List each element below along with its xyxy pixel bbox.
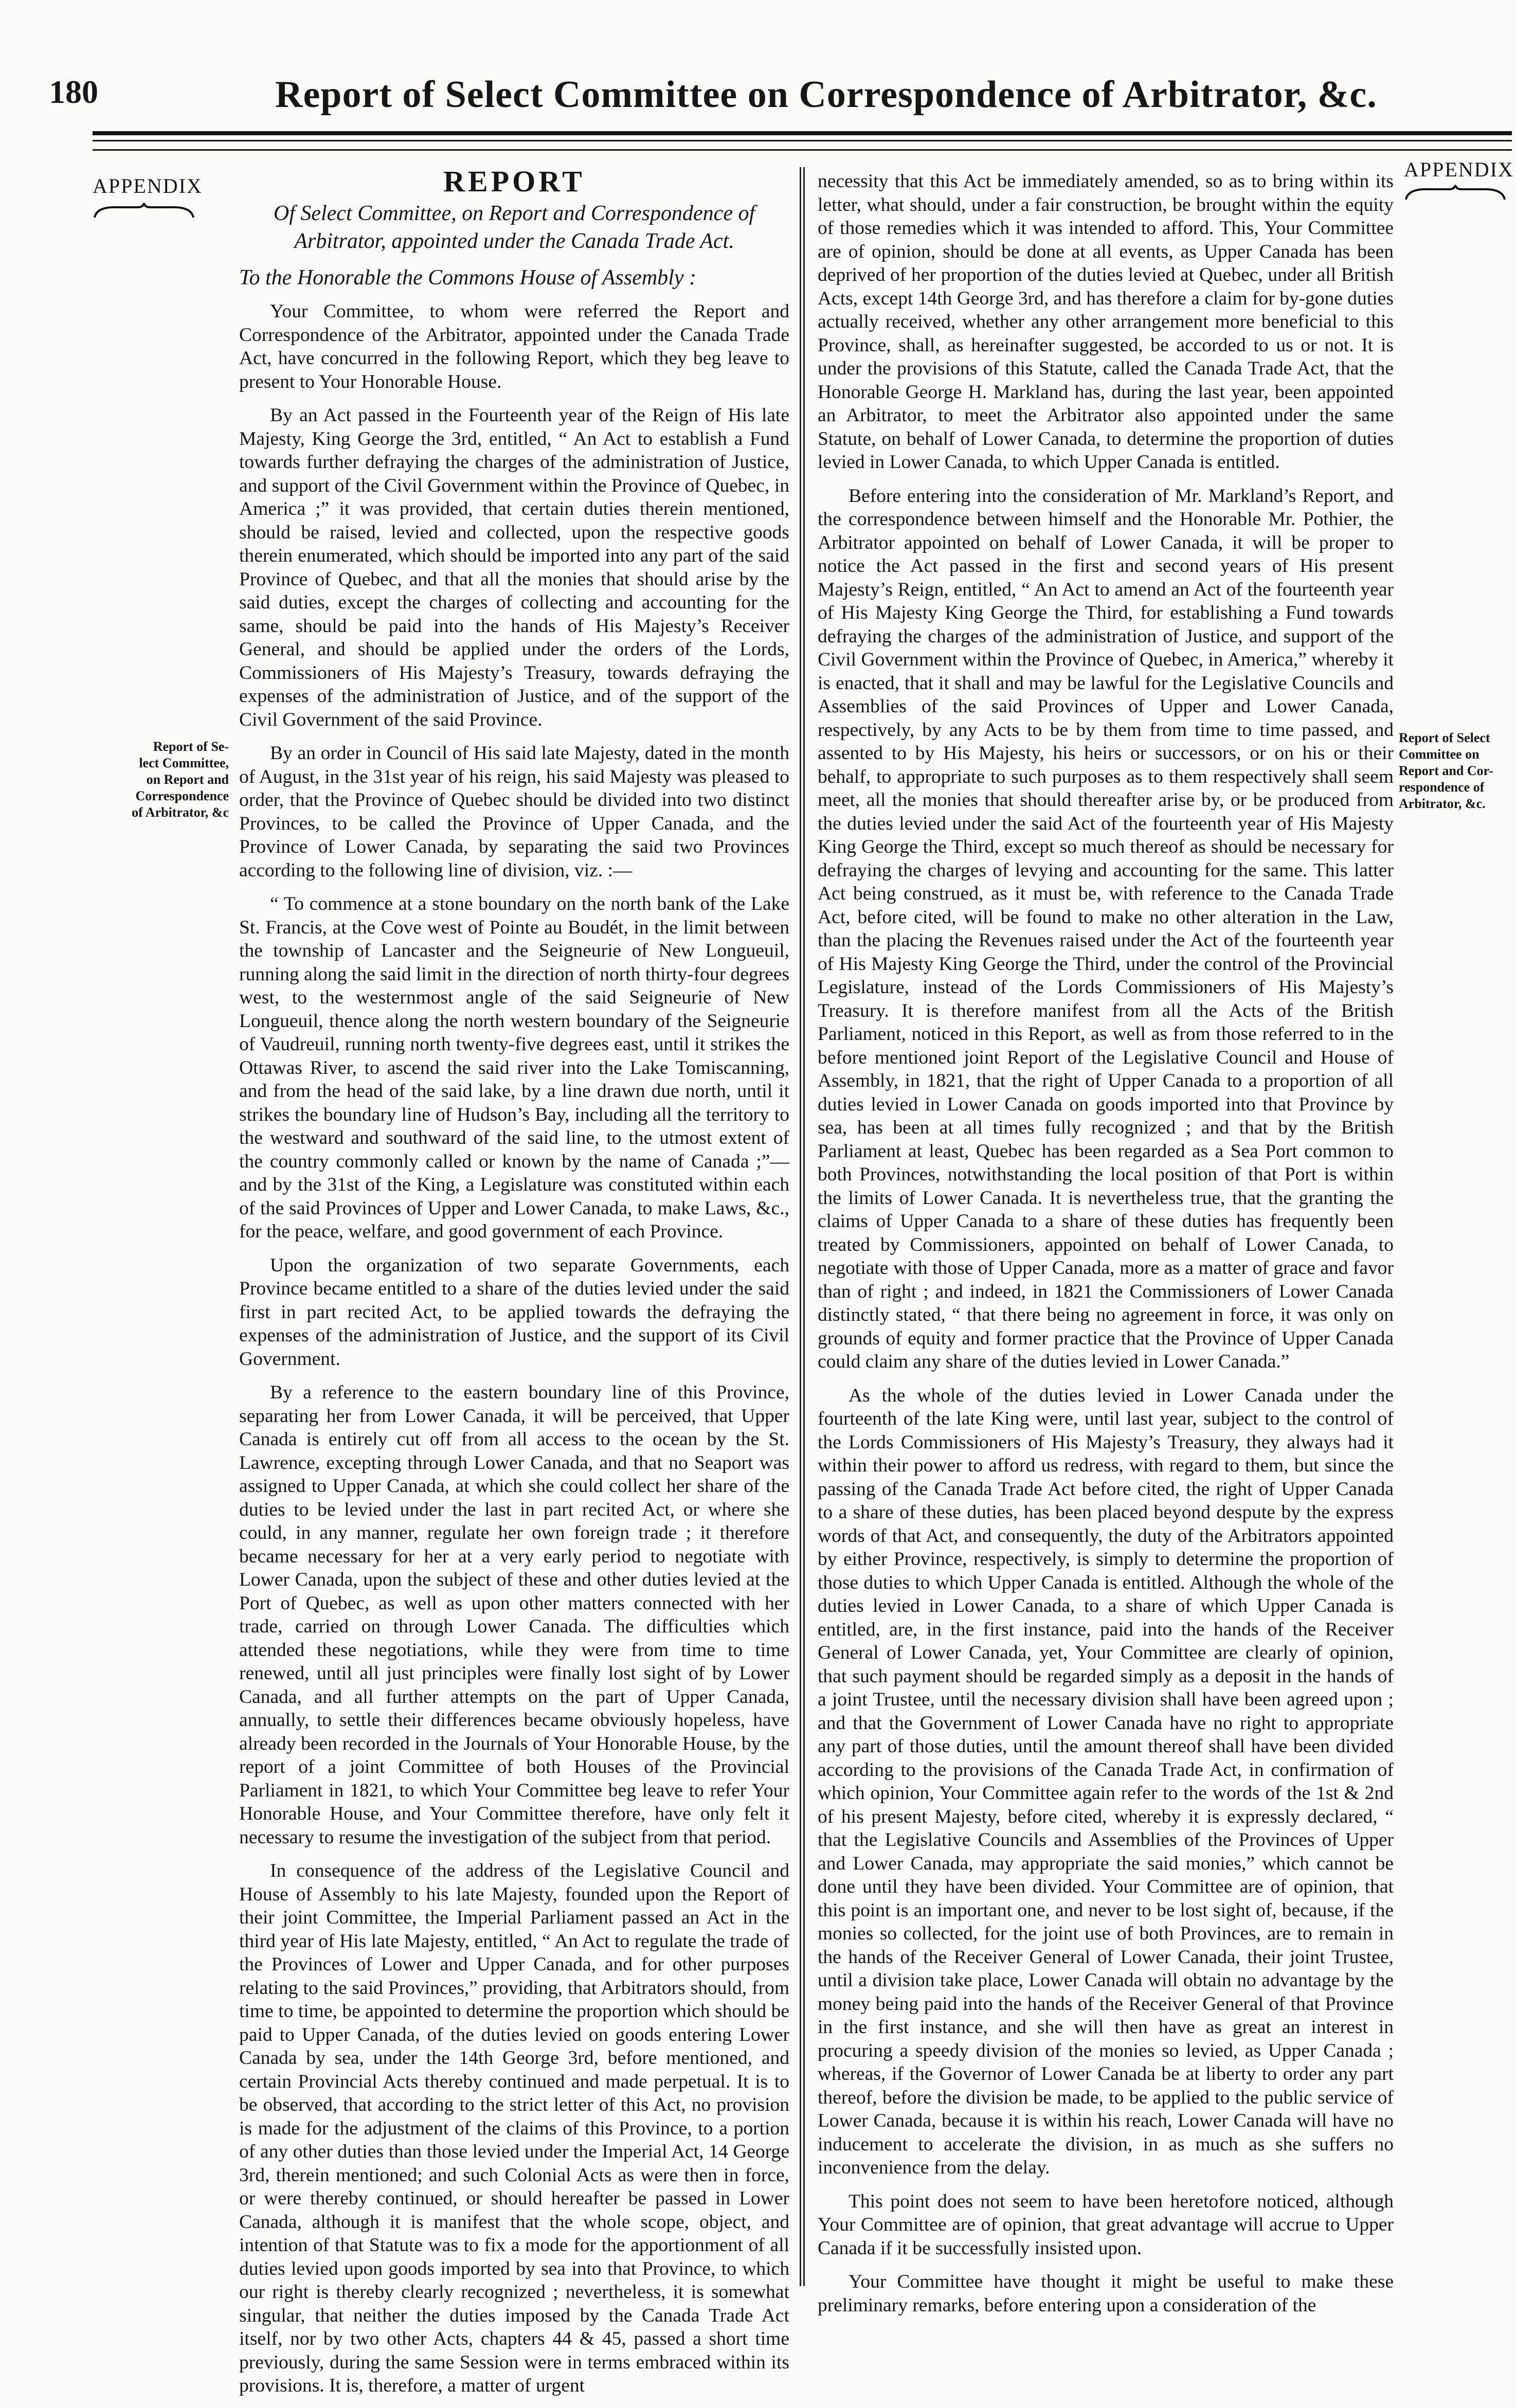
header-rule-thin-lower	[93, 149, 1512, 151]
right-column	[818, 170, 1394, 2327]
paragraph: This point does not seem to have been heretofore noticed, although Your Committee are of opinion, that great advantage will accrue to Upper Canada if it be successfully insisted upon.	[818, 2190, 1394, 2259]
appendix-head-right: APPENDIX	[1404, 158, 1514, 181]
header-rule-thin	[93, 140, 1512, 141]
running-title: Report of Select Committee on Correspondence of Arbitrator, &c.	[275, 74, 1377, 116]
report-addressee: To the Honorable the Commons House of Assembly :	[239, 265, 696, 290]
paragraph: Upon the organization of two separate Governments, each Province became entitled to a share of the duties levied under the said first in part recited Act, to be applied towards the defraying the expenses of the administration of Justice, and the support of its Civil Government.	[239, 1254, 789, 1370]
sidenote-line: Report of Select	[1399, 730, 1490, 745]
sidenote-line: Committee on	[1399, 747, 1479, 762]
paragraph: By a reference to the eastern boundary line of this Province, separating her from Lower Canada, it will be perceived, that Upper Canada is entirely cut off from all access to the ocean by the St. Lawrence, excepting through Lower Canada, and that no Seaport was assigned to Upper Canada, at which she could collect her share of the duties to be levied under the last in part recited Act, or where she could, in any manner, regulate her own foreign trade ; it therefore became necessary for her at a very early period to negotiate with Lower Canada, upon the subject of these and other duties levied at the Port of Quebec, as well as upon other matters connected with her trade, carried on through Lower Canada. The difficulties which attended these negotiations, while they were from time to time renewed, until all just principles were finally lost sight of by Lower Canada, and all further attempts on the part of Upper Canada, annually, to settle their differences became obviously hopeless, have already been recorded in the Journals of Your Honorable House, by the report of a joint Committee of both Houses of the Provincial Parliament in 1821, to which Your Committee beg leave to refer Your Honorable House, and Your Committee therefore, have only felt it necessary to resume the investigation of the subject from that period.	[239, 1382, 789, 1848]
left-column	[239, 165, 789, 2408]
paragraph: By an order in Council of His said late Majesty, dated in the month of August, in the 31st year of his reign, his said Majesty was pleased to order, that the Province of Quebec should be divided into two distinct Provinces, to be called the Province of Upper Canada, and the Province of Lower Canada, by separating the said two Provinces according to the following line of division, viz. :—	[239, 743, 789, 881]
appendix-head-left: APPENDIX	[93, 174, 203, 197]
column-separator-right	[803, 167, 805, 2286]
header-rule-thick	[93, 131, 1512, 135]
brace-left-icon	[93, 202, 195, 220]
paragraph: Your Committee have thought it might be useful to make these preliminary remarks, before entering upon a consideration of the	[818, 2271, 1394, 2316]
sidenote-line: Correspondence	[135, 788, 229, 803]
paragraph: By an Act passed in the Fourteenth year of the Reign of His late Majesty, King George the 3rd, entitled, “ An Act to establish a Fund towards further defraying the charges of the administration of Justice, and support of the Civil Government within the Province of Quebec, in America ;” it was provided, that certain duties therein mentioned, should be raised, levied and collected, upon the respective goods therein enumerated, which should be imported into any part of the said Province of Quebec, and that all the monies that should arise by the said duties, except the charges of collecting and accounting for the same, should be paid into the hands of His Majesty’s Receiver General, and should be applied under the orders of the Lords, Commissioners of His Majesty’s Treasury, towards defraying the expenses of the administration of Justice, and of the support of the Civil Government of the said Province.	[239, 405, 789, 730]
sidenote-line: Arbitrator, &c.	[1399, 796, 1486, 811]
paragraph: “ To commence at a stone boundary on the north bank of the Lake St. Francis, at the Cove west of Pointe au Boudét, in the limit between the township of Lancaster and the Seigneurie of New Longueuil, running along the said limit in the direction of north thirty-four degrees west, to the westernmost angle of the said Seigneurie of New Longueuil, thence along the north western boundary of the Seigneurie of Vaudreuil, running north twenty-five degrees east, until it strikes the Ottawas River, to ascend the said river into the Lake Tomiscanning, and from the head of the said lake, by a line drawn due north, until it strikes the boundary line of Hudson’s Bay, including all the territory to the westward and southward of the said line, to the utmost extent of the country commonly called or known by the name of Canada ;”—and by the 31st of the King, a Legislature was constituted within each of the said Provinces of Upper and Lower Canada, to make Laws, &c., for the peace, welfare, and good government of each Province.	[239, 893, 789, 1242]
report-subtitle: Of Select Committee, on Report and Correspondence of Arbitrator, appointed under the Canada Trade Act.	[273, 201, 755, 253]
sidenote-line: on Report and	[146, 772, 229, 787]
report-title: REPORT	[443, 165, 585, 198]
column-separator-left	[800, 167, 801, 2286]
sidenote-line: lect Committee,	[139, 756, 229, 770]
sidenote-line: of Arbitrator, &c	[132, 805, 229, 820]
page-number: 180	[49, 74, 98, 110]
paragraph: necessity that this Act be immediately amended, so as to bring within its letter, what should, under a fair construction, be brought within the equity of those remedies which it was intended to afford. This, Your Committee are of opinion, should be done at all events, as Upper Canada has been deprived of her proportion of the duties levied at Quebec, under all British Acts, except 14th George 3rd, and has therefore a claim for by-gone duties actually received, whether any other arrangement more beneficial to this Province, shall, as hereinafter suggested, be accorded to us or not. It is under the provisions of this Statute, called the Canada Trade Act, that the Honorable George H. Markland has, during the last year, been appointed an Arbitrator, to meet the Arbitrator also appointed under the same Statute, on behalf of Lower Canada, to determine the proportion of duties levied in Lower Canada, to which Upper Canada is entitled.	[818, 171, 1394, 473]
sidenote-left	[93, 739, 229, 821]
sidenote-line: Report and Cor-	[1399, 763, 1493, 778]
sidenote-right	[1399, 730, 1513, 812]
paragraph: Your Committee, to whom were referred the Report and Correspondence of the Arbitrator, appointed under the Canada Trade Act, have concurred in the following Report, which they beg leave to present to Your Honorable House.	[239, 301, 789, 392]
sidenote-line: Report of Se-	[153, 739, 229, 754]
sidenote-line: respondence of	[1399, 780, 1485, 795]
paragraph: Before entering into the consideration of Mr. Markland’s Report, and the correspondence between himself and the Honorable Mr. Pothier, the Arbitrator appointed on behalf of Lower Canada, it will be proper to notice the Act passed in the first and second years of His present Majesty’s Reign, entitled, “ An Act to amend an Act of the fourteenth year of His Majesty King George the Third, for establishing a Fund towards defraying the charges of the administration of Justice, and support of the Civil Government within the Province of Quebec, in America,” whereby it is enacted, that it shall and may be lawful for the Legislative Councils and Assemblies of the said Provinces of Upper and Lower Canada, respectively, by any Acts to be by them from time to time passed, and assented to by His Majesty, his heirs or successors, or on his or their behalf, to appropriate to such purposes as to them respectively shall seem meet, all the monies that should thereafter arise by, or be produced from the duties levied under the said Act of the fourteenth year of His Majesty King George the Third, except so much thereof as should be necessary for defraying the charges of levying and accounting for the same. This latter Act being construed, as it must be, with reference to the Canada Trade Act, before cited, will be found to make no other alteration in the Law, than the placing the Revenues raised under the Act of the fourteenth year of His Majesty King George the Third, under the control of the Provincial Legislature, instead of the Lords Commissioners of His Majesty’s Treasury. It is therefore manifest from all the Acts of the British Parliament, noticed in this Report, as well as from those referred to in the before mentioned joint Report of the Legislative Council and House of Assembly, in 1821, that the right of Upper Canada to a proportion of all duties levied in Lower Canada on goods imported into that Province by sea, has been at all times fully recognized ; and that by the British Parliament at least, Quebec has been regarded as a Sea Port common to both Provinces, notwithstanding the local position of that Port is within the limits of Lower Canada. It is nevertheless true, that the granting the claims of Upper Canada to a share of these duties has frequently been treated by Commissioners, appointed on behalf of Lower Canada, to negotiate with those of Upper Canada, more as a matter of grace and favor than of right ; and indeed, in 1821 the Commissioners of Lower Canada distinctly stated, “ that there being no agreement in force, it was only on grounds of equity and former practice that the Province of Upper Canada could claim any share of the duties levied in Lower Canada.”	[818, 485, 1394, 1372]
paragraph: In consequence of the address of the Legislative Council and House of Assembly to his late Majesty, founded upon the Report of their joint Committee, the Imperial Parliament passed an Act in the third year of His late Majesty, entitled, “ An Act to regulate the trade of the Provinces of Lower and Upper Canada, and for other purposes relating to the said Provinces,” providing, that Arbitrators should, from time to time, be appointed to determine the proportion which should be paid to Upper Canada, of the duties levied on goods entering Lower Canada by sea, under the 14th George 3rd, before mentioned, and certain Provincial Acts thereby continued and made perpetual. It is to be observed, that according to the strict letter of this Act, no provision is made for the adjustment of the claims of this Province, to a portion of any other duties than those levied under the Imperial Act, 14 George 3rd, therein mentioned; and such Colonial Acts as were then in force, or were thereby continued, or should hereafter be passed in Lower Canada, although it is manifest that the whole scope, object, and intention of that Statute was to fix a mode for the apportionment of all duties levied upon goods imported by sea into that Province, to which our right is thereby clearly recognized ; nevertheless, it is somewhat singular, that neither the duties imposed by the Canada Trade Act itself, nor by two other Acts, chapters 44 & 45, passed a short time previously, during the same Session were in terms embraced within its provisions. It is, therefore, a matter of urgent	[239, 1860, 789, 2396]
paragraph: As the whole of the duties levied in Lower Canada under the fourteenth of the late King were, until last year, subject to the control of the Lords Commissioners of His Majesty’s Treasury, they always had it within their power to afford us redress, with regard to them, but since the passing of the Canada Trade Act before cited, the right of Upper Canada to a share of these duties, has been placed beyond despute by the express words of that Act, and consequently, the duty of the Arbitrators appointed by either Province, respectively, is simply to determine the proportion of those duties to which Upper Canada is entitled. Although the whole of the duties levied in Lower Canada, to a share of which Upper Canada is entitled, are, in the first instance, paid into the hands of the Receiver General of Lower Canada, yet, Your Committee are clearly of opinion, that such payment should be regarded simply as a deposit in the hands of a joint Trustee, until the necessary division shall have been agreed upon ; and that the Government of Lower Canada have no right to appropriate any part of those duties, until the amount thereof shall have been divided according to the provisions of the Canada Trade Act, in confirmation of which opinion, Your Committee again refer to the words of the 1st & 2nd of his present Majesty, before cited, whereby it is expressly declared, “ that the Legislative Councils and Assemblies of the Provinces of Upper and Lower Canada, may appropriate the said monies,” which cannot be done until they have been divided. Your Committee are of opinion, that this point is an important one, and never to be lost sight of, because, if the monies so collected, for the joint use of both Provinces, are to remain in the hands of the Receiver General of Lower Canada, their joint Trustee, until a division take place, Lower Canada will obtain no advantage by the money being paid into the hands of the Receiver General of that Province in the first instance, and she will then have as great an interest in procuring a speedy division of the monies so levied, as Upper Canada ; whereas, if the Governor of Lower Canada be at liberty to order any part thereof, before the division be made, to be applied to the public service of Lower Canada, because it is within his reach, Lower Canada will have no inducement to accelerate the division, in as much as she suffers no inconvenience from the delay.	[818, 1385, 1394, 2178]
brace-right-icon	[1404, 184, 1507, 202]
